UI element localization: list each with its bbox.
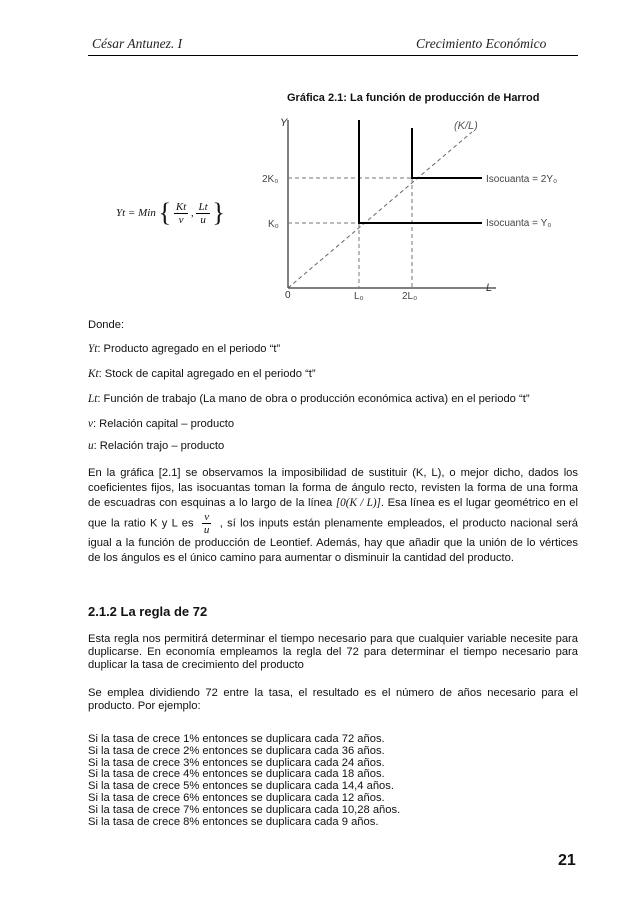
isoquant-y0 xyxy=(359,120,482,223)
definition-item: v: Relación capital – producto xyxy=(88,418,235,430)
list-item: Si la tasa de crece 4% entonces se duplicara cada 18 años. xyxy=(88,768,385,781)
header-title: Crecimiento Económico xyxy=(416,36,547,51)
list-item: Si la tasa de crece 2% entonces se duplicara cada 36 años. xyxy=(88,744,385,757)
definition-item: Lt: Función de trabajo (La mano de obra o producción económica activa) en el periodo “t” xyxy=(88,393,530,405)
brace-right: } xyxy=(212,198,225,227)
definition-item: Kt: Stock de capital agregado en el periodo “t” xyxy=(88,368,316,380)
isoquant-2y0-label: Isocuanta = 2Y₀ xyxy=(486,174,558,185)
isoquant-y0-label: Isocuanta = Y₀ xyxy=(486,218,552,229)
formula-lhs: Yt = Min xyxy=(116,207,156,219)
isoquant-2y0 xyxy=(412,128,482,178)
formula-l-frac: $\frac{Lt}{u}$ xyxy=(198,200,208,226)
paragraph-isocuantas: En la gráfica [2.1] se observamos la imposibilidad de sustituir (K, L), o mejor dicho, dados los coeficientes fijos, las isocuantas toman la forma de ángulo recto, revisten la forma de una forma de escuadras con esquinas a lo largo de la línea [0(K / L)]. Esa línea es el lugar geométrico en el que la ratio K y L es $\frac{v}{u}$ , sí los inputs están plenamente empleados, el producto nacional será igual a la función de producción de Leontief. Además, hay que añadir que la unión de lo vértices de los ángulos es el único camino para aumentar o disminuir la cantidad del producto. xyxy=(88,467,579,564)
list-item: Si la tasa de crece 5% entonces se duplicara cada 14,4 años. xyxy=(88,780,394,793)
list-item: Si la tasa de crece 8% entonces se duplicara cada 9 años. xyxy=(88,815,379,828)
section-heading: 2.1.2 La regla de 72 xyxy=(88,604,208,619)
production-formula xyxy=(116,198,225,228)
definitions-intro: Donde: xyxy=(88,319,125,331)
list-item: Si la tasa de crece 3% entonces se duplicara cada 24 años. xyxy=(88,756,385,769)
tick-k0: K₀ xyxy=(268,219,279,230)
definition-item: u: Relación trajo – producto xyxy=(88,440,225,452)
x-axis-label: L xyxy=(486,282,493,294)
ray-label: (K/L) xyxy=(454,120,478,132)
tick-2k0: 2K₀ xyxy=(262,174,279,185)
formula-sep: , xyxy=(190,207,194,219)
brace-left: { xyxy=(158,198,172,227)
kl-ray xyxy=(288,132,472,288)
page-number: 21 xyxy=(558,852,576,869)
figure-caption: Gráfica 2.1: La función de producción de Harrod xyxy=(287,92,540,104)
list-item: Si la tasa de crece 7% entonces se duplicara cada 10,28 años. xyxy=(88,803,401,816)
formula-k-frac: $\frac{Kt}{v}$ xyxy=(175,200,187,226)
y-axis-label: Y xyxy=(280,117,288,129)
definition-item: Yt: Producto agregado en el periodo “t” xyxy=(88,343,281,355)
list-item: Si la tasa de crece 6% entonces se duplicara cada 12 años. xyxy=(88,791,385,804)
tick-l0: L₀ xyxy=(354,291,364,302)
harrod-figure xyxy=(258,112,578,302)
ratio-frac: $\frac{v}{u}$ xyxy=(203,511,210,536)
examples-list xyxy=(88,734,400,828)
header-rule xyxy=(88,55,578,56)
list-item: Si la tasa de crece 1% entonces se duplicara cada 72 años. xyxy=(88,733,385,745)
origin-label: 0 xyxy=(285,290,291,301)
paragraph-metodo: Se emplea dividiendo 72 entre la tasa, el resultado es el número de años necesario para el producto. Por ejemplo: xyxy=(88,687,578,712)
tick-2l0: 2L₀ xyxy=(402,291,418,302)
header-author: César Antunez. I xyxy=(92,36,183,51)
paragraph-regla-72: Esta regla nos permitirá determinar el tiempo necesario para que cualquier variable necesite para duplicarse. En economía empleamos la regla del 72 para determinar el tiempo necesario para duplicar la tasa de crecimiento del producto xyxy=(88,633,578,671)
